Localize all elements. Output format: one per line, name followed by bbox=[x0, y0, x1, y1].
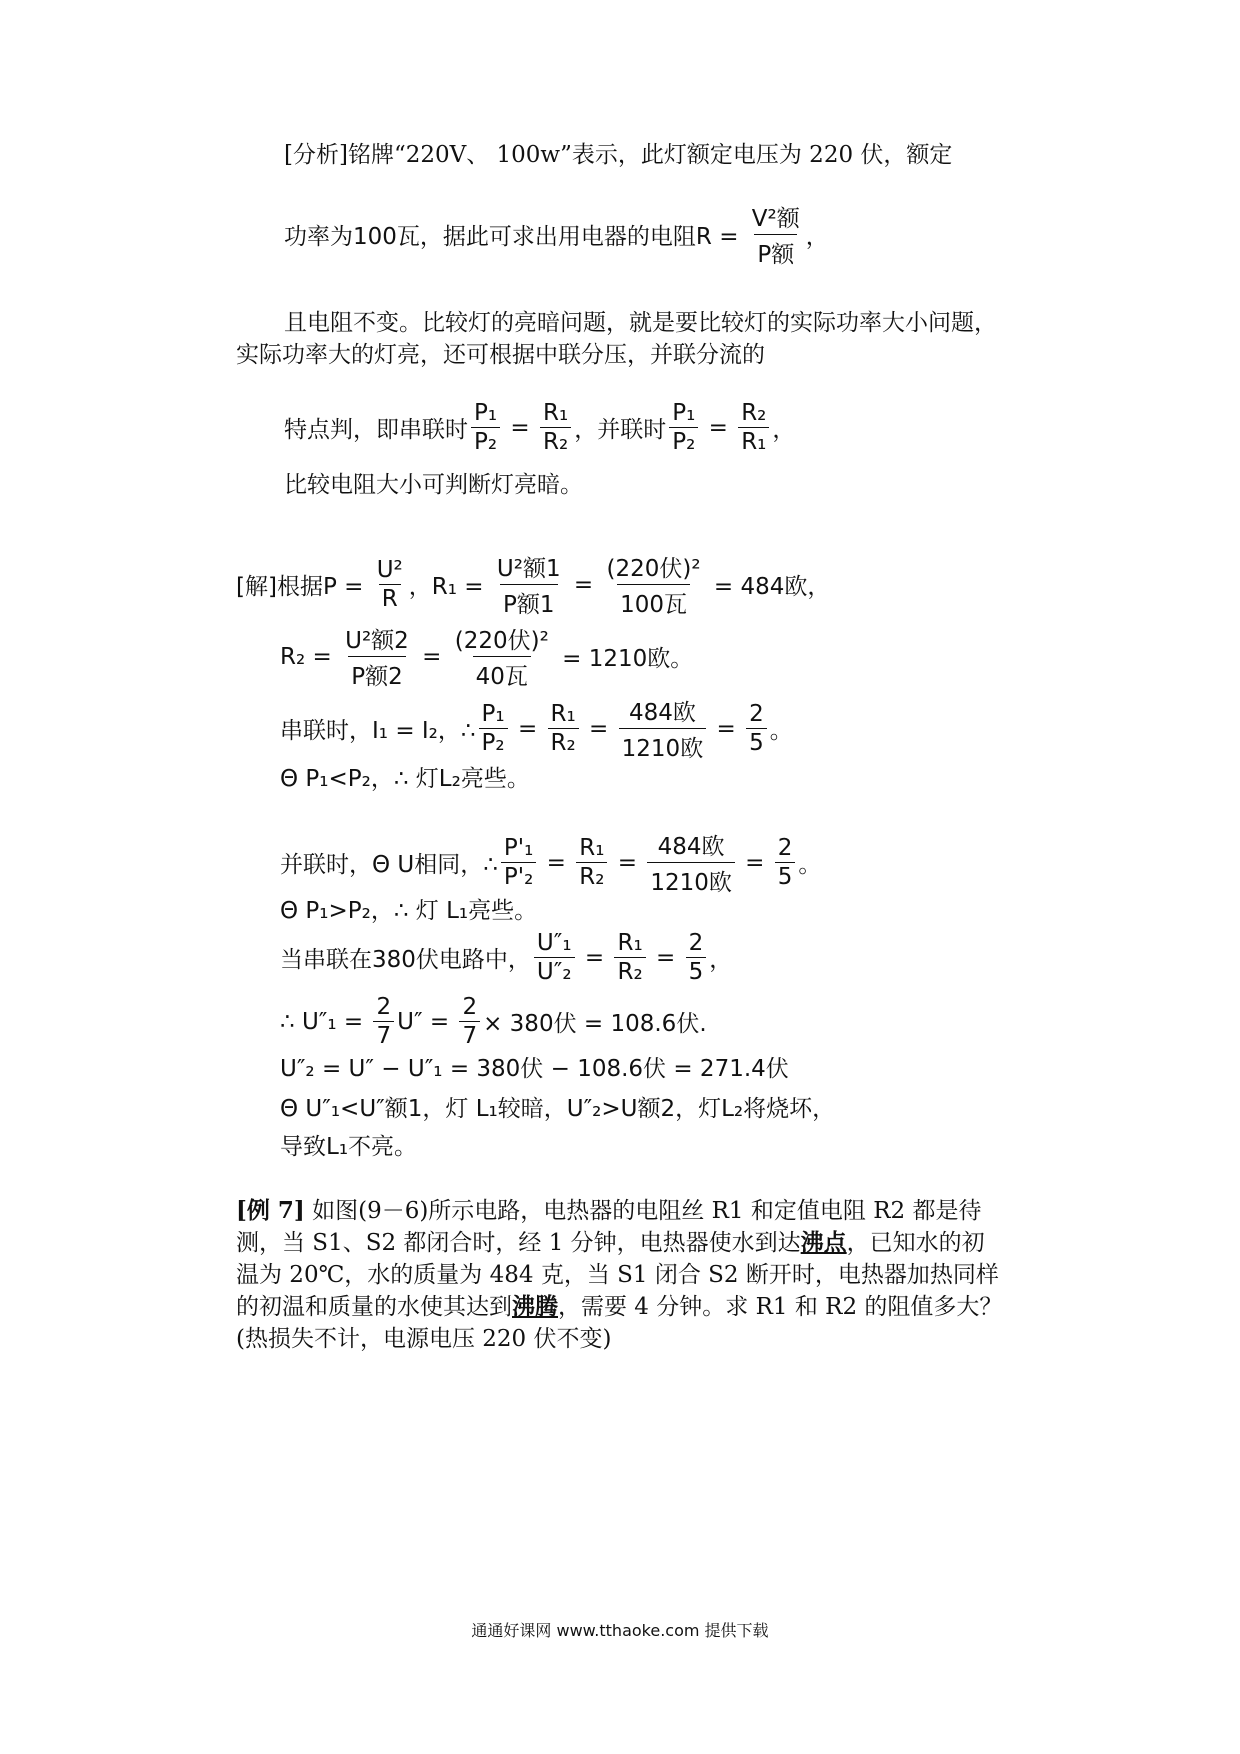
example7-line-1: [例 7] 如图(9－6)所示电路，电热器的电阻丝 R1 和定值电阻 R2 都是待 bbox=[236, 1197, 982, 1224]
solution-line-4: Θ P₁<P₂，∴ 灯L₂亮些。 bbox=[280, 766, 530, 792]
example7-line-4: 的初温和质量的水使其达到沸腾，需要 4 分钟。求 R1 和 R2 的阻值多大？ bbox=[236, 1293, 1003, 1320]
example7-line-2: 测，当 S1、S2 都闭合时，经 1 分钟，电热器使水到达沸点，已知水的初 bbox=[236, 1229, 985, 1256]
example7-label: [例 7] bbox=[236, 1197, 305, 1224]
solution-line-7: 当串联在380伏电路中， $\frac{\text{U″₁}}{\text{U″₂}}$ = $\frac{\text{R₁}}{\text{R₂}}$ = $\frac{2}{5}$ ， bbox=[280, 930, 733, 985]
solution-line-8: ∴ U″₁ = $\frac{2}{7}$ U″ = $\frac{2}{7}$ × 380伏 = 108.6伏. bbox=[280, 994, 707, 1049]
boiling-point-link[interactable]: 沸点 bbox=[800, 1229, 847, 1256]
solution-line-5: 并联时，Θ U相同，∴ $\frac{\text{P'₁}}{\text{P'₂}}$ = $\frac{\text{R₁}}{\text{R₂}}$ = $\frac{\text{484欧}}{\text{1210欧}}$ = $\frac{2}{5}$ 。 bbox=[280, 834, 822, 896]
example7-line-5: (热损失不计，电源电压 220 伏不变) bbox=[236, 1326, 612, 1352]
solution-line-11: 导致L₁不亮。 bbox=[280, 1134, 418, 1160]
boiling-link[interactable]: 沸腾 bbox=[512, 1293, 558, 1320]
analysis-line-3: 且电阻不变。比较灯的亮暗问题，就是要比较灯的实际功率大小问题， bbox=[284, 310, 997, 336]
analysis-line-1: [分析]铭牌“220V、 100w”表示，此灯额定电压为 220 伏，额定 bbox=[284, 142, 953, 168]
solution-line-3: 串联时，I₁ = I₂，∴ $\frac{\text{P₁}}{\text{P₂}}$ = $\frac{\text{R₁}}{\text{R₂}}$ = $\frac{\text{484欧}}{\text{1210欧}}$ = $\frac{2}{5}$ 。 bbox=[280, 700, 793, 762]
analysis-line-5: 特点判，即串联时 $\frac{\text{P₁}}{\text{P₂}}$ = $\frac{\text{R₁}}{\text{R₂}}$ ，并联时 $\frac{\text{P₁}}{\text{P₂}}$ = $\frac{\text{R₂}}{\text{R₁}}$ ， bbox=[284, 400, 796, 455]
resistance-formula: $\frac{\text{V²额}}{\text{P额}}$ bbox=[751, 206, 800, 268]
solution-line-9: U″₂ = U″ − U″₁ = 380伏 − 108.6伏 = 271.4伏 bbox=[280, 1056, 789, 1082]
analysis-line-6: 比较电阻大小可判断灯亮暗。 bbox=[284, 472, 583, 498]
solution-line-6: Θ P₁>P₂，∴ 灯 L₁亮些。 bbox=[280, 898, 538, 924]
solution-line-1: [解]根据P = $\frac{\text{U²}}{R}$ ，R₁ = $\frac{\text{U²额1}}{\text{P额1}}$ = $\frac{\text{(220伏)²}}{\text{100瓦}}$ = 484欧， bbox=[236, 556, 831, 618]
analysis-line-2: 功率为100瓦，据此可求出用电器的电阻R = $\frac{\text{V²额}}{\text{P额}}$ ， bbox=[284, 200, 829, 269]
solution-line-10: Θ U″₁<U″额1，灯 L₁较暗，U″₂>U额2，灯L₂将烧坏， bbox=[280, 1096, 836, 1122]
solution-line-2: R₂ = $\frac{\text{U²额2}}{\text{P额2}}$ = $\frac{\text{(220伏)²}}{\text{40瓦}}$ = 1210欧。 bbox=[280, 628, 694, 690]
page-footer: 通通好课网 www.tthaoke.com 提供下载 bbox=[471, 1621, 769, 1640]
analysis-line-4: 实际功率大的灯亮，还可根据中联分压，并联分流的 bbox=[236, 342, 765, 368]
example7-line-3: 温为 20℃，水的质量为 484 克，当 S1 闭合 S2 断开时，电热器加热同样 bbox=[236, 1262, 999, 1288]
